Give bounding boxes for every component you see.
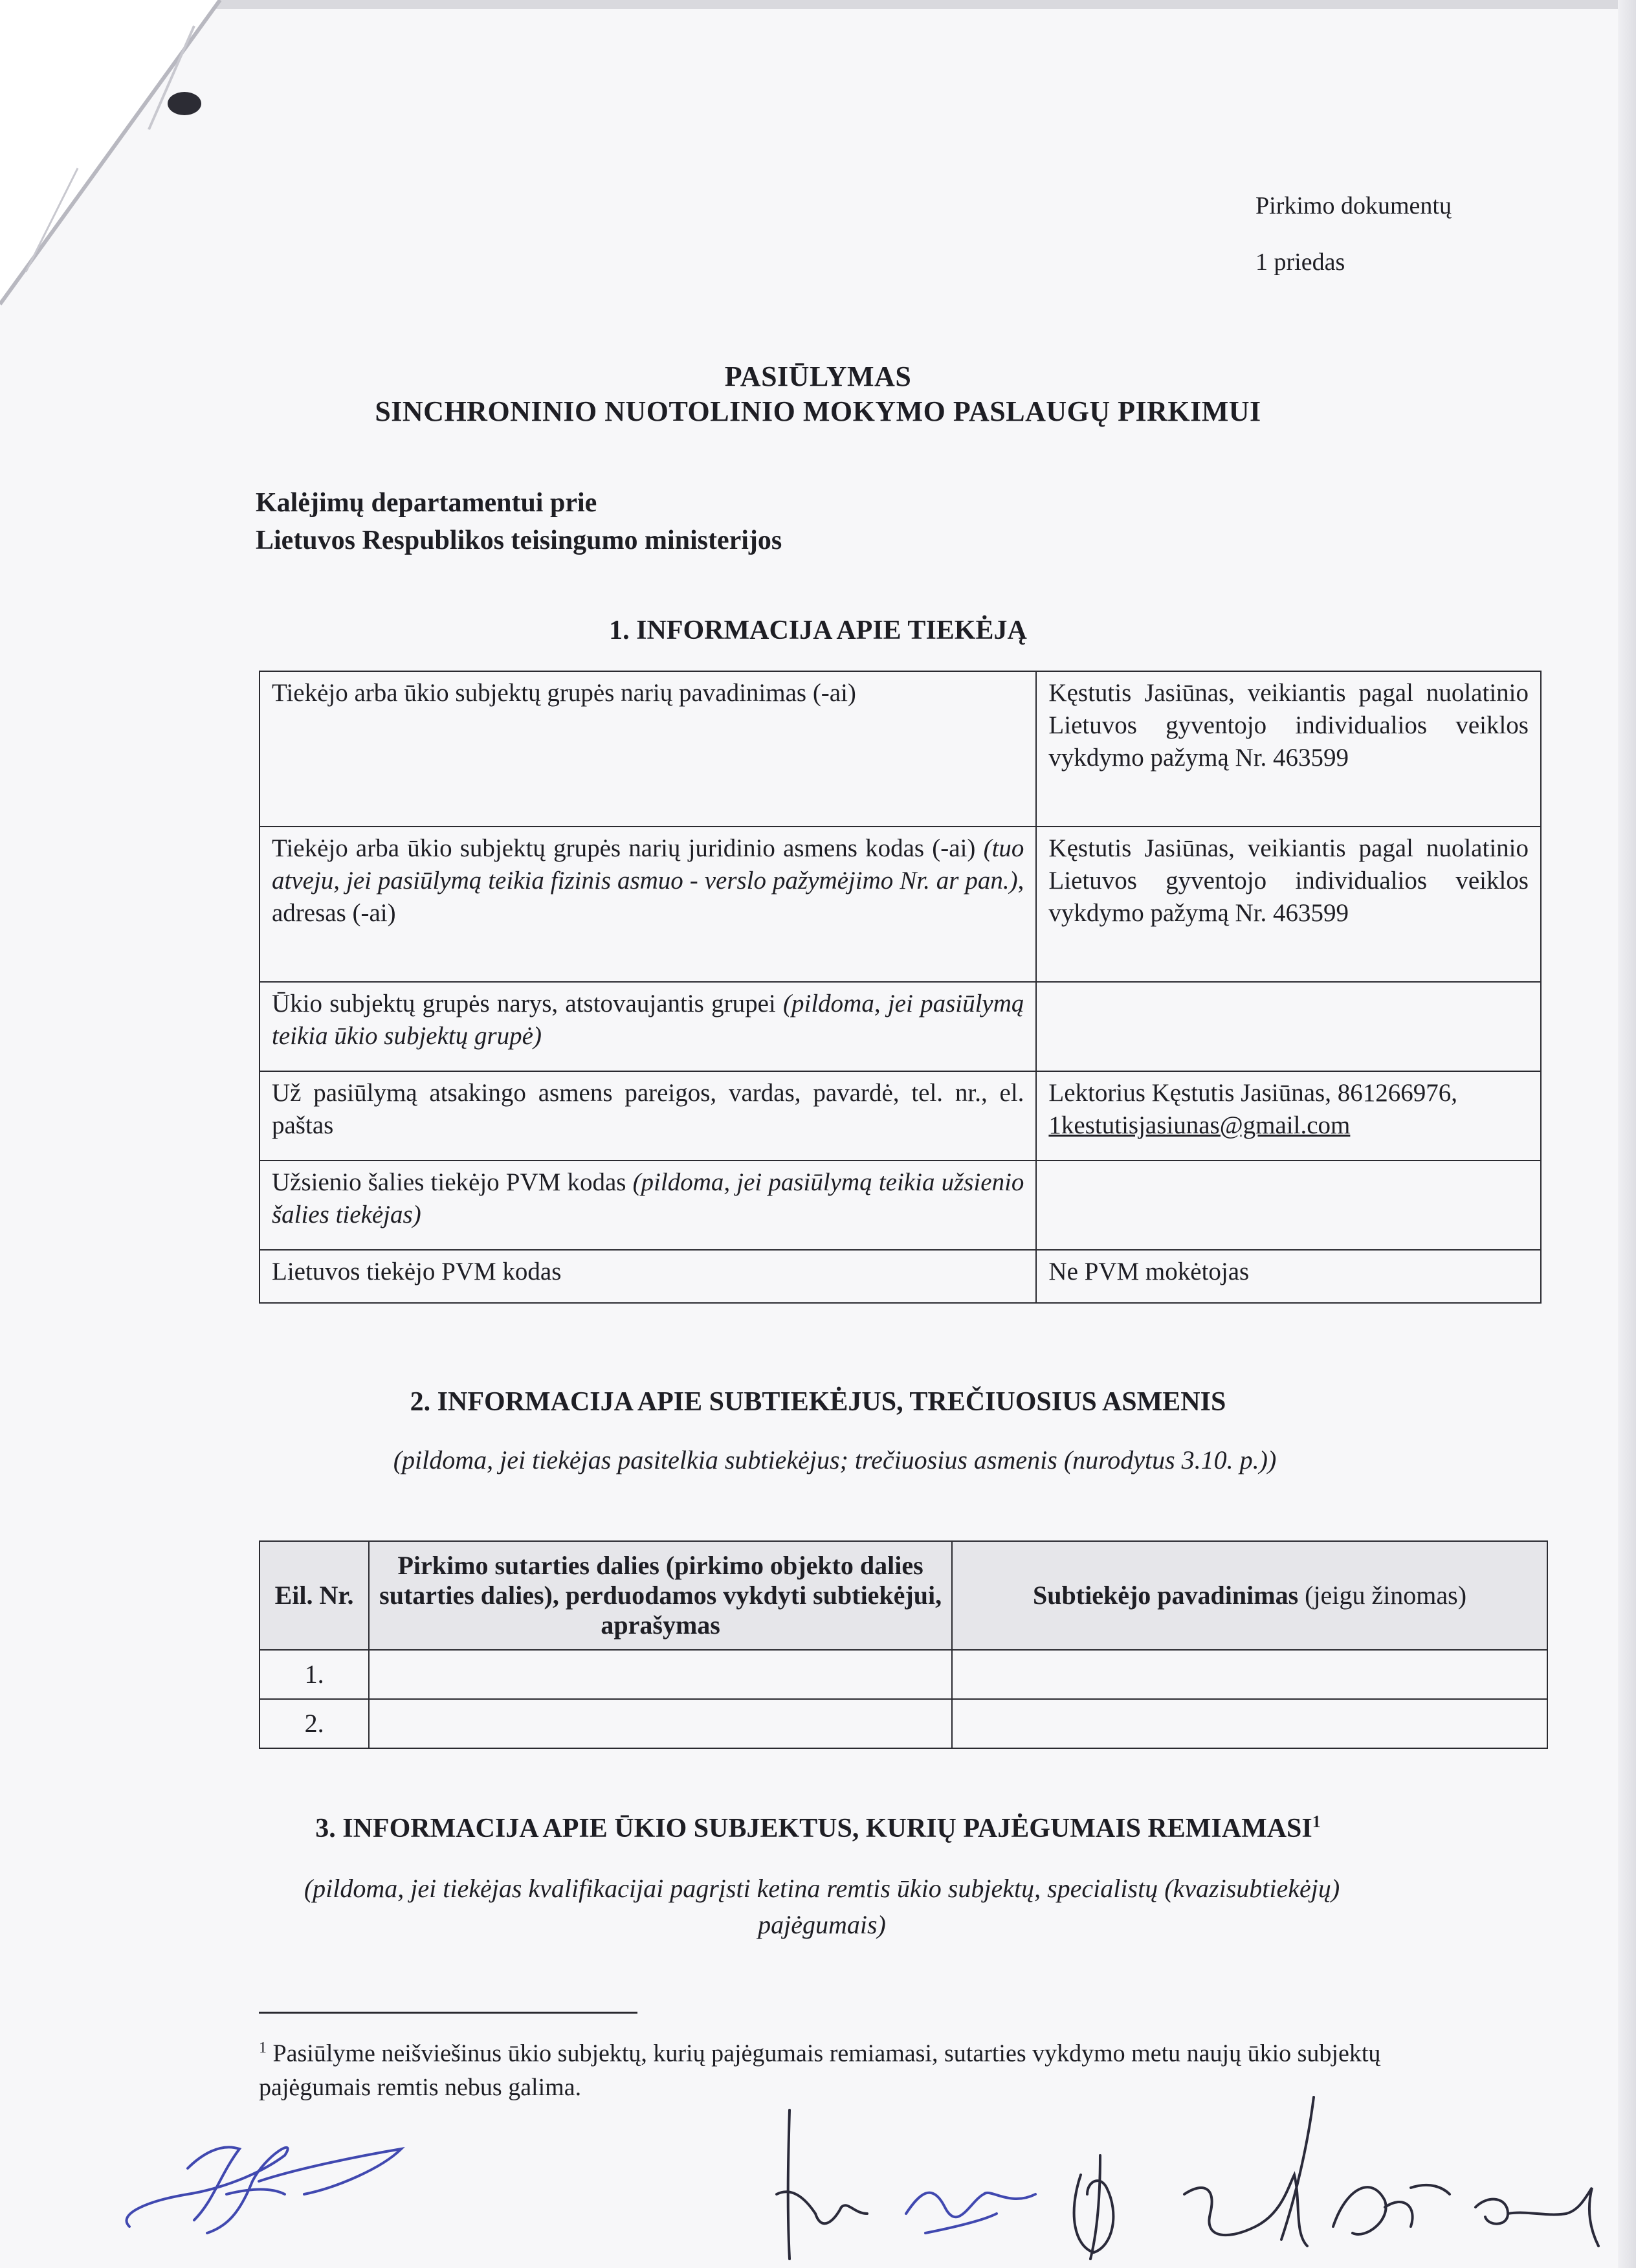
table-row [260,982,1541,1071]
signature-left [91,2129,427,2252]
section2-note: (pildoma, jei tiekėjas pasitelkia subtiekėjus; trečiuosius asmenis (nurodytus 3.10. p.)) [393,1445,1277,1474]
row-value: Kęstutis Jasiūnas, veikiantis pagal nuolatinio Lietuvos gyventojo individualios veiklos vykdymo pažymą Nr. 463599 [1036,827,1541,982]
row-number: 1. [260,1650,369,1699]
folded-corner-clip [0,0,272,337]
table-header-row [260,1541,1547,1650]
footnote-divider [259,2012,637,2014]
subcontractor-table [259,1540,1548,1749]
section3-note: (pildoma, jei tiekėjas kvalifikacijai pagrįsti ketina remtis ūkio subjektų, specialistų (kvazisubtiekėjų) pajėgumais) [304,1874,1340,1939]
row-number: 2. [260,1699,369,1748]
col-header-description: Pirkimo sutarties dalies (pirkimo objekto dalies sutarties dalies), perduodamos vykdyti subtiekėjui, aprašymas [369,1541,952,1650]
header-doc-ref: Pirkimo dokumentų [1255,192,1452,219]
row-description [369,1650,952,1699]
row-value [1036,1161,1541,1250]
supplier-info-table [259,671,1542,1304]
signatures-right [764,2084,1631,2268]
table-row [260,1699,1547,1748]
table-row [260,1161,1541,1250]
footnote: $^1$ Pasiūlyme neišviešinus ūkio subjektų, kurių pajėgumais remiamasi, sutarties vykdymo metu naujų ūkio subjektų pajėgumais remtis nebus galima. [259,2040,1381,2101]
addressee-line2: Lietuvos Respublikos teisingumo ministerijos [256,526,782,555]
header-annex: 1 priedas [1255,249,1345,276]
doc-title: PASIŪLYMAS [724,361,912,392]
addressee-line1: Kalėjimų departamentui prie [256,488,597,518]
row-value: Ne PVM mokėtojas [1036,1250,1541,1303]
table-row [260,1250,1541,1303]
row-label: Už pasiūlymą atsakingo asmens pareigos, vardas, pavardė, tel. nr., el. paštas [260,1071,1036,1161]
row-label: Tiekėjo arba ūkio subjektų grupės narių pavadinimas (-ai) [260,671,1036,827]
footnote-ref: 1 [1312,1812,1321,1831]
email-link[interactable]: 1kestutisjasiunas@gmail.com [1048,1111,1351,1139]
doc-subtitle: SINCHRONINIO NUOTOLINIO MOKYMO PASLAUGŲ PIRKIMUI [375,395,1261,427]
table-row [260,1071,1541,1161]
row-subcontractor [952,1650,1547,1699]
page-top-edge [214,0,1624,9]
row-value: Lektorius Kęstutis Jasiūnas, 861266976, 1kestutisjasiunas@gmail.com [1036,1071,1541,1161]
row-subcontractor [952,1699,1547,1748]
table-row [260,827,1541,982]
section1-title: 1. INFORMACIJA APIE TIEKĖJĄ [609,616,1027,645]
col-header-no: Eil. Nr. [260,1541,369,1650]
section3-title: 3. INFORMACIJA APIE ŪKIO SUBJEKTUS, KURIŲ PAJĖGUMAIS REMIAMASI$^1$ [315,1812,1321,1843]
table-row [260,671,1541,827]
page-right-edge [1618,0,1636,2268]
row-value: Kęstutis Jasiūnas, veikiantis pagal nuolatinio Lietuvos gyventojo individualios veiklos vykdymo pažymą Nr. 463599 [1036,671,1541,827]
row-label: Ūkio subjektų grupės narys, atstovaujantis grupei (pildoma, jei pasiūlymą teikia ūkio subjektų grupė) [260,982,1036,1071]
row-description [369,1699,952,1748]
table-row [260,1650,1547,1699]
row-label: Tiekėjo arba ūkio subjektų grupės narių juridinio asmens kodas (-ai) (tuo atveju, jei pasiūlymą teikia fizinis asmuo - verslo pažymėjimo Nr. ar pan.), adresas (-ai) [260,827,1036,982]
col-header-subcontractor: Subtiekėjo pavadinimas (jeigu žinomas) [952,1541,1547,1650]
section2-title: 2. INFORMACIJA APIE SUBTIEKĖJUS, TREČIUOSIUS ASMENIS [410,1387,1226,1417]
row-label: Užsienio šalies tiekėjo PVM kodas (pildoma, jei pasiūlymą teikia užsienio šalies tiekėjas) [260,1161,1036,1250]
row-value [1036,982,1541,1071]
addressee [256,484,782,559]
row-label: Lietuvos tiekėjo PVM kodas [260,1250,1036,1303]
